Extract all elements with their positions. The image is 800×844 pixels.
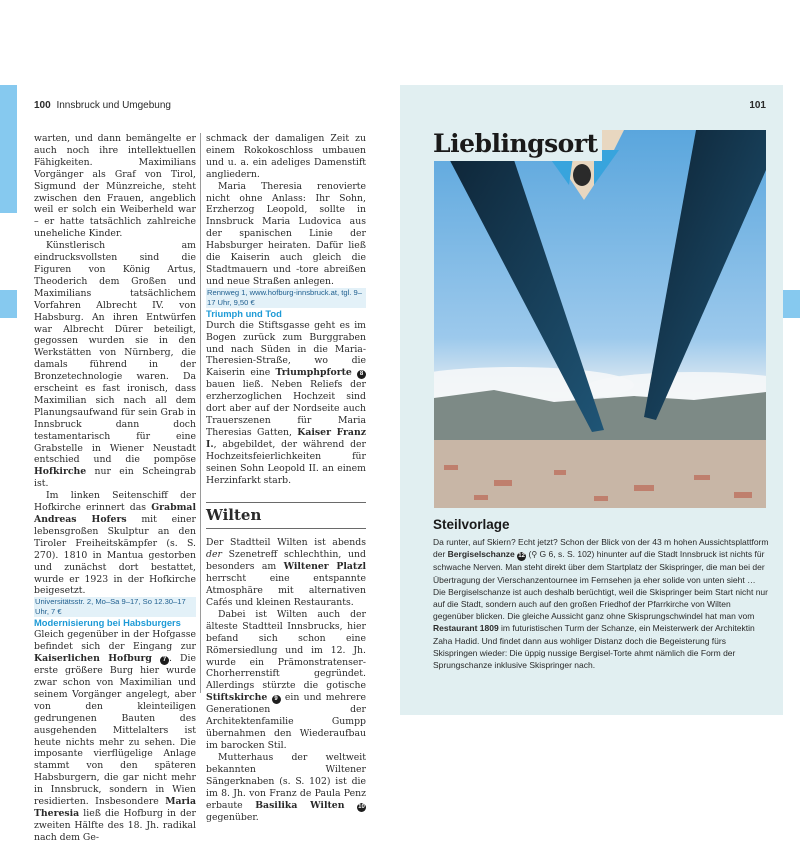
paragraph: schmack der damaligen Zeit zu einem Rokokoschloss umbauen und u. a. ein adeliges Damenstift angliedern. — [206, 133, 366, 180]
text-column-1 — [34, 133, 196, 844]
bold-term: Basilika Wilten — [255, 799, 345, 811]
bold-term: Bergiselschanze — [447, 549, 515, 560]
text: Szenetreff schlechthin, und besonders am — [206, 549, 366, 573]
paragraph — [34, 629, 196, 843]
text: gegenüber. — [206, 811, 259, 823]
running-title: Innsbruck und Umgebung — [56, 100, 171, 111]
jumper-helmet — [573, 164, 591, 186]
text: bauen ließ. Neben Reliefs der erzherzoglichen Hochzeit sind dort aber auf der Nordseite auch Trauerszenen für Maria Theresias Gatten, — [206, 379, 366, 438]
box-body: Da runter, auf Skiern? Echt jetzt? Schon der Blick von der 43 m hohen Aussichtsplattform der Bergiselschanze 12 (⚲ G 6, s. S. 102) hinunter auf die Stadt Innsbruck ist nichts für schwache Nerven. Man steht direkt über dem Startplatz der Skispringer, die man bei der Übertragung der Vierschanzentournee im Fernsehen ja eher solide von unten sieht … Die Bergiselschanze ist auch deshalb berüchtigt, weil die Skispringer beim Start nicht nur auf die Stadt, sondern auch auf den großen Friedhof der Pfarrkirche von Wilten gegenüber blicken. Die gleiche Aussicht ganz ohne Skisprungschwindel hat man vom Restaurant 1809 im futuristischen Turm der Schanze, ein Meisterwerk der Architektin Zaha Hadid. Und findet dann aus wohliger Distanz doch die Begeisterung fürs Skispringen wieder: Die üppig nussige Bergisel-Torte ahmt nämlich die Form der Sprungschanze inklusive Skispringer nach. — [433, 537, 769, 671]
text: Im linken Seitenschiff der Hofkirche erinnert das — [34, 490, 196, 514]
text: nur ein Scheingrab ist. — [34, 466, 196, 490]
paragraph: warten, und dann bemängelte er auch noch ihre intellektuellen Fähigkeiten. Maximilians Vorgänger als Graf von Tirol, Sigmund der Münzreiche, steht zwischen den Frauen, angeblich weil er solch ein Weiberheld war – er hatte tatsächlich zahlreiche uneheliche Kinder. — [34, 133, 196, 240]
running-head — [34, 100, 171, 111]
text: Künstlerisch am eindrucksvollsten sind die Figuren von König Artus, Theoderich dem Großen und Maximilians tatsächlichem Vorfahren Albrecht IV. von Habsburg. An ihren Entwürfen war Albrecht Dürer beteiligt, gegossen wurden sie in den Werkstätten von Nürnberg, die damals führend in der Bronzetechnologie waren. Da erscheint es fast ironisch, dass Maximilian sich nach all dem Planungsaufwand für sein Grab in Innsbruck dann doch testamentarisch für eine Grabstelle in Wiener Neustadt entschied und die pompöse — [34, 240, 196, 466]
text: . Die erste größere Burg hier wurde zwar schon von Maximilian und seinem Vorgänger angelegt, aber von den kleinteiligen gedrungenen Bauten des ausgehenden Mittelalters ist heute nichts mehr zu sehen. Die imposante vierflügelige Anlage stammt von den späteren Habsburgern, die gar nicht mehr in Innsbruck, sondern in Wien residierten. Insbesondere — [34, 653, 196, 808]
map-number-badge: 10 — [358, 803, 365, 810]
text: im futuristischen Turm der Schanze, ein Meisterwerk der Architektin Zaha Hadid. Und findet dann aus wohliger Distanz doch die Begeisterung fürs Skispringen wieder: Die üppig nussige Bergisel-Torte ahmt nämlich die Form der Sprungschanze inklusive Skispringer nach. — [433, 623, 755, 671]
map-pin-icon: ⚲ — [531, 550, 538, 560]
text: Dabei ist Wilten auch der älteste Stadtteil Innsbrucks, hier befand sich schon eine Römersiedlung und im 12. Jh. wurde ein Prämonstratenser-Chorherrenstift gegründet. Allerdings stürzte die gotische — [206, 608, 366, 692]
info-box: Universitätsstr. 2, Mo–Sa 9–17, So 12.30–17 Uhr, 7 € — [34, 597, 196, 617]
bold-term: Hofkirche — [34, 466, 87, 478]
map-number-badge: 7 — [160, 656, 169, 665]
subheading: Modernisierung bei Habsburgers — [34, 617, 181, 629]
text: Durch die Stiftsgasse geht es im Bogen zurück zum Burggraben und nach Süden in die Maria-Theresien-Straße, wo die Kaiserin eine — [206, 319, 366, 379]
map-number-badge: 8 — [357, 370, 366, 379]
right-page-feature-box — [400, 85, 783, 715]
text: Der Stadtteil Wilten ist abends — [206, 537, 366, 549]
box-heading: Steilvorlage — [433, 517, 510, 532]
page-number-left: 100 — [34, 100, 51, 111]
map-number-badge: 9 — [272, 695, 281, 704]
text: mit einer lebensgroßen Skulptur an den Tiroler Freiheitskämpfer (s. S. 270). 1810 in Mantua gestorben und zunächst dort bestattet, wurde er 1923 in der Hofkirche beigesetzt. — [34, 514, 196, 597]
text: Mutterhaus der weltweit bekannten Wiltener Sängerknaben (s. S. 102) ist die im 8. Jh. von Franz de Paula Penz erbaute — [206, 751, 366, 811]
bold-term: Triumphpforte — [275, 367, 352, 379]
left-page — [0, 85, 400, 843]
text: Gleich gegenüber in der Hofgasse befindet sich der Eingang zur — [34, 629, 196, 653]
paragraph — [206, 752, 366, 824]
text: , abgebildet, der während der Hochzeitsfeierlichkeiten für seinen Sohn Leopold II. an einem Herzinfarkt starb. — [206, 438, 366, 486]
bold-term: Restaurant 1809 — [433, 623, 499, 634]
section-heading: Wilten — [206, 502, 366, 529]
paragraph — [206, 320, 366, 487]
map-number-badge: 12 — [518, 553, 525, 560]
bold-term: Stiftskirche — [206, 692, 268, 704]
paragraph — [206, 609, 366, 752]
text-column-2 — [206, 133, 366, 823]
text: Da runter, auf Skiern? Echt jetzt? Schon der Blick von der 43 m hohen Aussichtsplattform der — [433, 537, 769, 560]
paragraph: Maria Theresia renovierte nicht ohne Anlass: Ihr Sohn, Erzherzog Leopold, sollte in Innsbruck Maria Ludovica aus der spanischen Linie der Habsburger heiraten. Dafür ließ die Kaiserin auch gleich die Stadtmauern und -tore abreißen und neue Straßen anlegen. — [206, 180, 366, 287]
bold-term: Kaiser Franz I. — [206, 426, 366, 450]
italic-term: der — [206, 549, 222, 561]
text: ein und mehrere Generationen der Architektenfamilie Gumpp übernahmen den Wiederaufbau im barocken Stil. — [206, 692, 366, 751]
bold-term: Maria Theresia — [34, 796, 196, 819]
bold-term: Grabmal Andreas Hofers — [34, 502, 196, 525]
page-number-right: 101 — [749, 100, 766, 111]
text: herrscht eine entspannte Atmosphäre mit alternativen Cafés und kleinen Restaurants. — [206, 573, 366, 608]
photo-illustration — [434, 130, 766, 508]
bold-term: Wiltener Platzl — [283, 561, 367, 573]
text: hinunter auf die Stadt Innsbruck ist nichts für schwache Nerven. Man steht direkt über dem Startplatz der Skispringer, die man bei der Übertragung der Vierschanzentournee im Fernsehen ja eher solide von unten sieht … Die Bergiselschanze ist auch deshalb berüchtigt, weil die Skispringer beim Start nicht nur auf die Stadt, sondern auch auf den großen Friedhof der Pfarrkirche von Wilten gegenüber blicken. Die gleiche Aussicht ganz ohne Skisprungschwindel hat man vom — [433, 549, 768, 622]
thumb-tab-marker-right — [783, 290, 800, 318]
text: ließ die Hofburg in der zweiten Hälfte des 18. Jh. radikal nach dem Ge- — [34, 807, 196, 843]
map-reference: G 6, s. S. 102) — [537, 549, 595, 560]
subheading: Triumph und Tod — [206, 307, 282, 319]
paragraph — [34, 490, 196, 597]
bold-term: Kaiserlichen Hofburg — [34, 653, 152, 665]
feature-title: Lieblingsort — [433, 127, 602, 161]
ski-jumper-photo — [434, 130, 766, 508]
paragraph — [206, 537, 366, 608]
info-box: Rennweg 1, www.hofburg-innsbruck.at, tgl. 9–17 Uhr, 9,50 € — [206, 288, 366, 308]
paragraph — [34, 240, 196, 490]
column-divider — [200, 133, 201, 693]
